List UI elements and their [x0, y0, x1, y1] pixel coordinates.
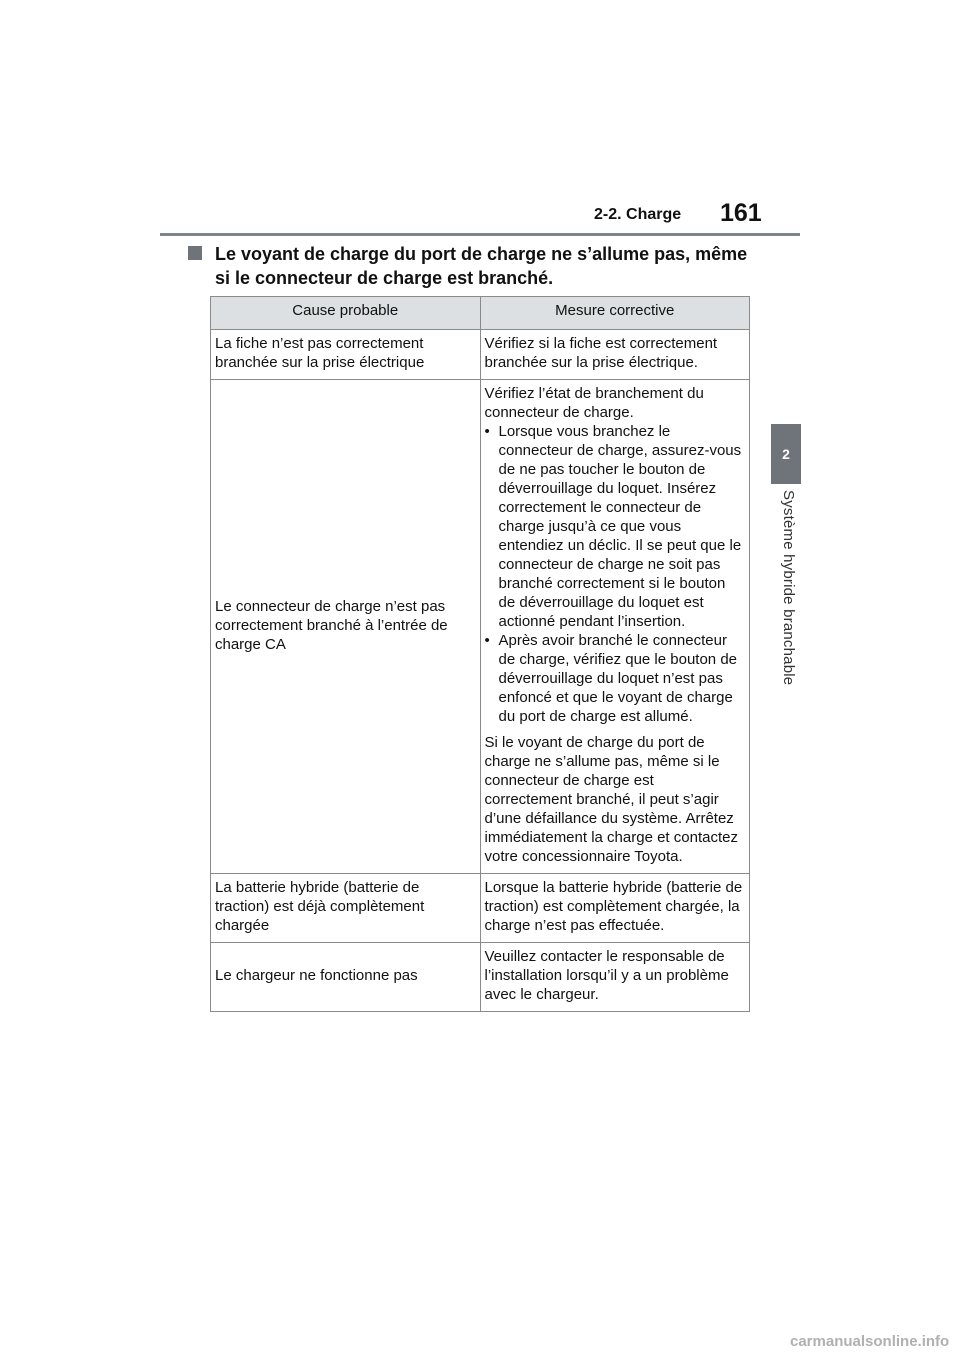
measure-cell [480, 380, 750, 874]
measure-cell: Lorsque la batterie hybride (batterie de traction) est complètement chargée, la charge n’est pas effectuée. [480, 874, 750, 943]
troubleshooting-table [210, 296, 750, 1012]
square-marker-icon [188, 246, 202, 260]
table-row [211, 874, 750, 943]
chapter-tab: 2 [771, 424, 801, 484]
table-row [211, 330, 750, 380]
section-title: 2-2. Charge [594, 206, 682, 223]
cause-cell: Le chargeur ne fonctionne pas [211, 943, 481, 1012]
table-row [211, 943, 750, 1012]
measure-outro: Si le voyant de charge du port de charge ne s’allume pas, même si le connecteur de charge est correctement branché, il peut s’agir d’une défaillance du système. Arrêtez immédiatement la charge et contactez votre concessionnaire Toyota. [484, 734, 738, 865]
watermark: carmanualsonline.info [790, 1333, 950, 1350]
list-item: • Après avoir branché le connecteur de charge, vérifiez que le bouton de déverrouillage du loquet n’est pas enfoncé et que le voyant de charge du port de charge est allumé. [485, 631, 746, 726]
cause-cell: Le connecteur de charge n’est pas correctement branché à l’entrée de charge CA [211, 380, 481, 874]
cause-cell: La batterie hybride (batterie de traction) est déjà complètement chargée [211, 874, 481, 943]
measure-cell: Veuillez contacter le responsable de l’installation lorsqu’il y a un problème avec le chargeur. [480, 943, 750, 1012]
column-header-measure: Mesure corrective [480, 297, 750, 330]
chapter-label: Système hybride branchable [780, 490, 797, 686]
cause-cell: La fiche n’est pas correctement branchée sur la prise électrique [211, 330, 481, 380]
measure-intro: Vérifiez l’état de branchement du connecteur de charge. [484, 385, 704, 421]
measure-bullet-list [485, 422, 746, 726]
topic-heading [188, 242, 748, 290]
measure-cell: Vérifiez si la fiche est correctement branchée sur la prise électrique. [480, 330, 750, 380]
column-header-cause: Cause probable [211, 297, 481, 330]
page-number: 161 [720, 199, 762, 227]
table-header-row [211, 297, 750, 330]
header-divider [160, 233, 800, 236]
list-item: • Lorsque vous branchez le connecteur de charge, assurez-vous de ne pas toucher le bouton de déverrouillage du loquet. Insérez correctement le connecteur de charge jusqu’à ce que vous entendiez un déclic. Il se peut que le connecteur de charge ne soit pas branché correctement si le bouton de déverrouillage du loquet est actionné pendant l’insertion. [485, 422, 746, 631]
topic-heading-text: Le voyant de charge du port de charge ne s’allume pas, même si le connecteur de charge est branché. [215, 244, 748, 288]
table-row [211, 380, 750, 874]
